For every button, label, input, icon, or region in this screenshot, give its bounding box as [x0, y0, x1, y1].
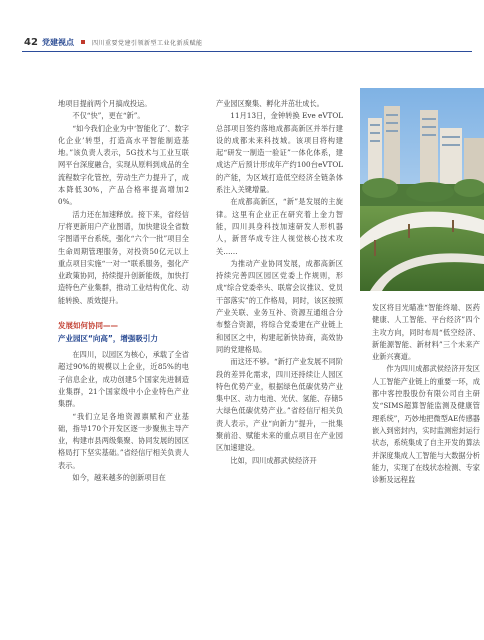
paragraph: 在四川，以园区为核心，承载了全省超过90%的规模以上企业，近85%的电子信息企业，成功创建5个国家先进制造业集群，21个国家级中小企业特色产业集群。	[58, 350, 189, 409]
header-rule	[22, 51, 472, 52]
article-column-2	[216, 98, 343, 467]
paragraph: 不仅“快”，更在“新”。	[72, 111, 145, 121]
paragraph: 为推动产业协同发展，成都高新区持续完善四区园区党委上作规则，形成“综合党委牵头、联席会议推议、党员干部落实”的工作格局，同时，该区按照产业关联、业务互补、资源互通组合分布整合资源，将综合党委建在产业链上和园区之中，构建起新快协商，高效协同的党建格局。	[216, 258, 343, 354]
header-square-icon	[81, 40, 85, 44]
paragraph: 在成都高新区，“新”是发展的主旋律。这里有企业正在研究着上金力智能，四川具身科技加速研发人形机器人，新晋华成专注人视觉核心技术攻关……	[216, 197, 343, 256]
paragraph: “我们立足各地资源禀赋和产业基础，指导170个开发区逐一步聚焦主导产业，构建市县两级集聚、协同发展的园区格局打下坚实基础。”省经信厅相关负责人表示。	[58, 411, 189, 470]
running-title: 四川重要党建引领新型工业化新质赋能	[92, 40, 203, 47]
paragraph: 11月13日，金钟转换 Eve eVTOL总部项目签约落地成都高新区并举行建设的成都未来科技城。该项目将构建起“研发一制造一验证”一体化体系，建成达产后预计形成年产约100台eVTOL的产能，为区域打造低空经济全链条体系注入关键增量。	[216, 111, 343, 195]
paragraph: 比如，四川成都武侯经济开	[230, 455, 317, 465]
paragraph: 发区将目光瞄准“智能终端、医药健康、人工智能、平台经济”四个主攻方向，同时布局“低空经济、新能源智能、新材料”三个未来产业新兴赛道。	[372, 303, 480, 362]
page-number: 42	[24, 37, 38, 48]
paragraph: 作为四川成都武侯经济开发区人工智能产业链上的重要一环，成都中客控股股份有限公司自主研发“SIMS超算智能监测及健康管理系统”，巧妙地把微型AE传感器嵌入到密封内，实时监测密封运行状态，系统集成了自主开发的算法并深度集成人工智能与大数据分析能力，实现了在线状态检测、专家诊断及远程监	[372, 364, 480, 485]
paragraph: 活力还在加速释放。接下来，省经信厅将更新用户产业图谱，加快建设全省数字图谱平台系统，强化“六个一批”项目全生命周期管理服务，对投资50亿元以上重点项目实施“一对一”联系服务，强化产业政策协同，持续提升创新能级，加快打造特色产业集群，推动工业结构优化、动能转换、质效提升。	[58, 209, 189, 305]
page-header	[0, 0, 484, 54]
paragraph: 地项目提前两个月搞成投运。	[58, 99, 152, 108]
campus-photo	[360, 88, 484, 291]
paragraph: “如今我们企业为中‘智能化了’、数字化企业’转型，打造高水平智能制造基地。”该负责人表示，5G技术与工业互联网平台深度融合，实现从原料到成品的全流程数字化管控，劳动生产力提升了，成本降低30%，产品合格率提高增加20%。	[58, 123, 189, 207]
article-column-3	[372, 302, 480, 486]
paragraph: 如今，越来越多的创新项目在	[72, 473, 166, 483]
paragraph: 而这还不够。“新打产业发展不同阶段的差异化需求，四川还持续让人园区特色优势产业，根据绿色低碳优势产业集中区、动力电池、光伏、氢能、存储5大绿色低碳优势产业。”省经信厅相关负责人表示，产业“向新力”提升，一批集聚前沿、赋能未来的重点项目在产业园区加速建设。	[216, 357, 343, 453]
paragraph: 产业园区聚集、孵化并茁壮成长。	[216, 99, 324, 108]
subheading-red: 发展如何协同——	[58, 321, 118, 331]
section-title: 党建视点	[42, 38, 74, 47]
article-column-1	[58, 98, 189, 484]
subheading-blue: 产业园区“向高”，增强吸引力	[58, 334, 158, 344]
